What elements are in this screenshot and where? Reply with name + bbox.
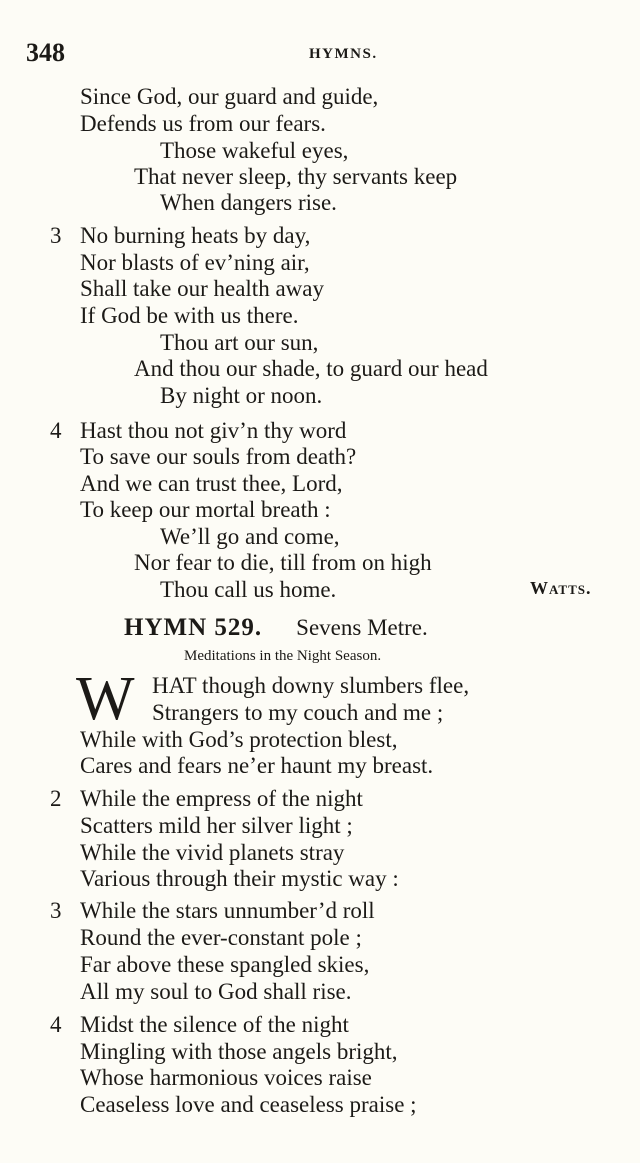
author-attribution: Watts. (530, 578, 592, 598)
verse-line: Defends us from our fears. (80, 111, 326, 136)
hymn-number: HYMN 529. (124, 614, 263, 641)
verse-line: Various through their mystic way : (80, 866, 399, 891)
hymn-subtitle: Meditations in the Night Season. (184, 648, 382, 664)
stanza-number: 3 (50, 898, 62, 923)
verse-line: Hast thou not giv’n thy word (80, 418, 347, 443)
verse-line: Scatters mild her silver light ; (80, 813, 353, 838)
verse-line: Cares and fears ne’er haunt my breast. (80, 753, 434, 778)
verse-line: By night or noon. (160, 383, 323, 408)
verse-line: While with God’s protection blest, (80, 727, 398, 752)
verse-line: Ceaseless love and ceaseless praise ; (80, 1092, 417, 1117)
page-header (26, 38, 616, 68)
verse-line: While the stars unnumber’d roll (80, 898, 375, 923)
verse-line: And thou our shade, to guard our head (134, 356, 488, 381)
verse-line: To keep our mortal breath : (80, 497, 331, 522)
verse-line: Strangers to my couch and me ; (152, 700, 444, 725)
verse-line: To save our souls from death? (80, 444, 357, 469)
verse-line: Mingling with those angels bright, (80, 1039, 398, 1064)
running-head: HYMNS. (309, 46, 378, 62)
verse-line: HAT though downy slumbers flee, (152, 673, 470, 698)
hymn-title (124, 614, 428, 642)
hymn-metre: Sevens Metre. (296, 615, 428, 640)
verse-line: If God be with us there. (80, 303, 299, 328)
verse-line: Shall take our health away (80, 276, 324, 301)
verse-line: Nor blasts of ev’ning air, (80, 250, 310, 275)
stanza-number: 4 (50, 1012, 62, 1037)
verse-line: While the vivid planets stray (80, 840, 345, 865)
verse-line: All my soul to God shall rise. (80, 979, 352, 1004)
verse-line: Since God, our guard and guide, (80, 84, 379, 109)
verse-line: Midst the silence of the night (80, 1012, 349, 1037)
stanza-number: 3 (50, 223, 62, 248)
page-number: 348 (26, 38, 65, 67)
verse-line: Far above these spangled skies, (80, 952, 370, 977)
verse-line: Thou call us home. (160, 577, 337, 602)
verse-line: Nor fear to die, till from on high (134, 550, 432, 575)
verse-line: That never sleep, thy servants keep (134, 164, 458, 189)
verse-line: Those wakeful eyes, (160, 138, 349, 163)
verse-line: And we can trust thee, Lord, (80, 471, 343, 496)
verse-line: Thou art our sun, (160, 330, 319, 355)
verse-line: While the empress of the night (80, 786, 363, 811)
verse-line: No burning heats by day, (80, 223, 311, 248)
stanza-number: 2 (50, 786, 62, 811)
drop-cap: W (76, 665, 135, 733)
stanza-number: 4 (50, 418, 62, 443)
verse-line: We’ll go and come, (160, 524, 340, 549)
verse-line: Whose harmonious voices raise (80, 1065, 372, 1090)
verse-line: When dangers rise. (160, 190, 337, 215)
verse-line: Round the ever-constant pole ; (80, 925, 362, 950)
